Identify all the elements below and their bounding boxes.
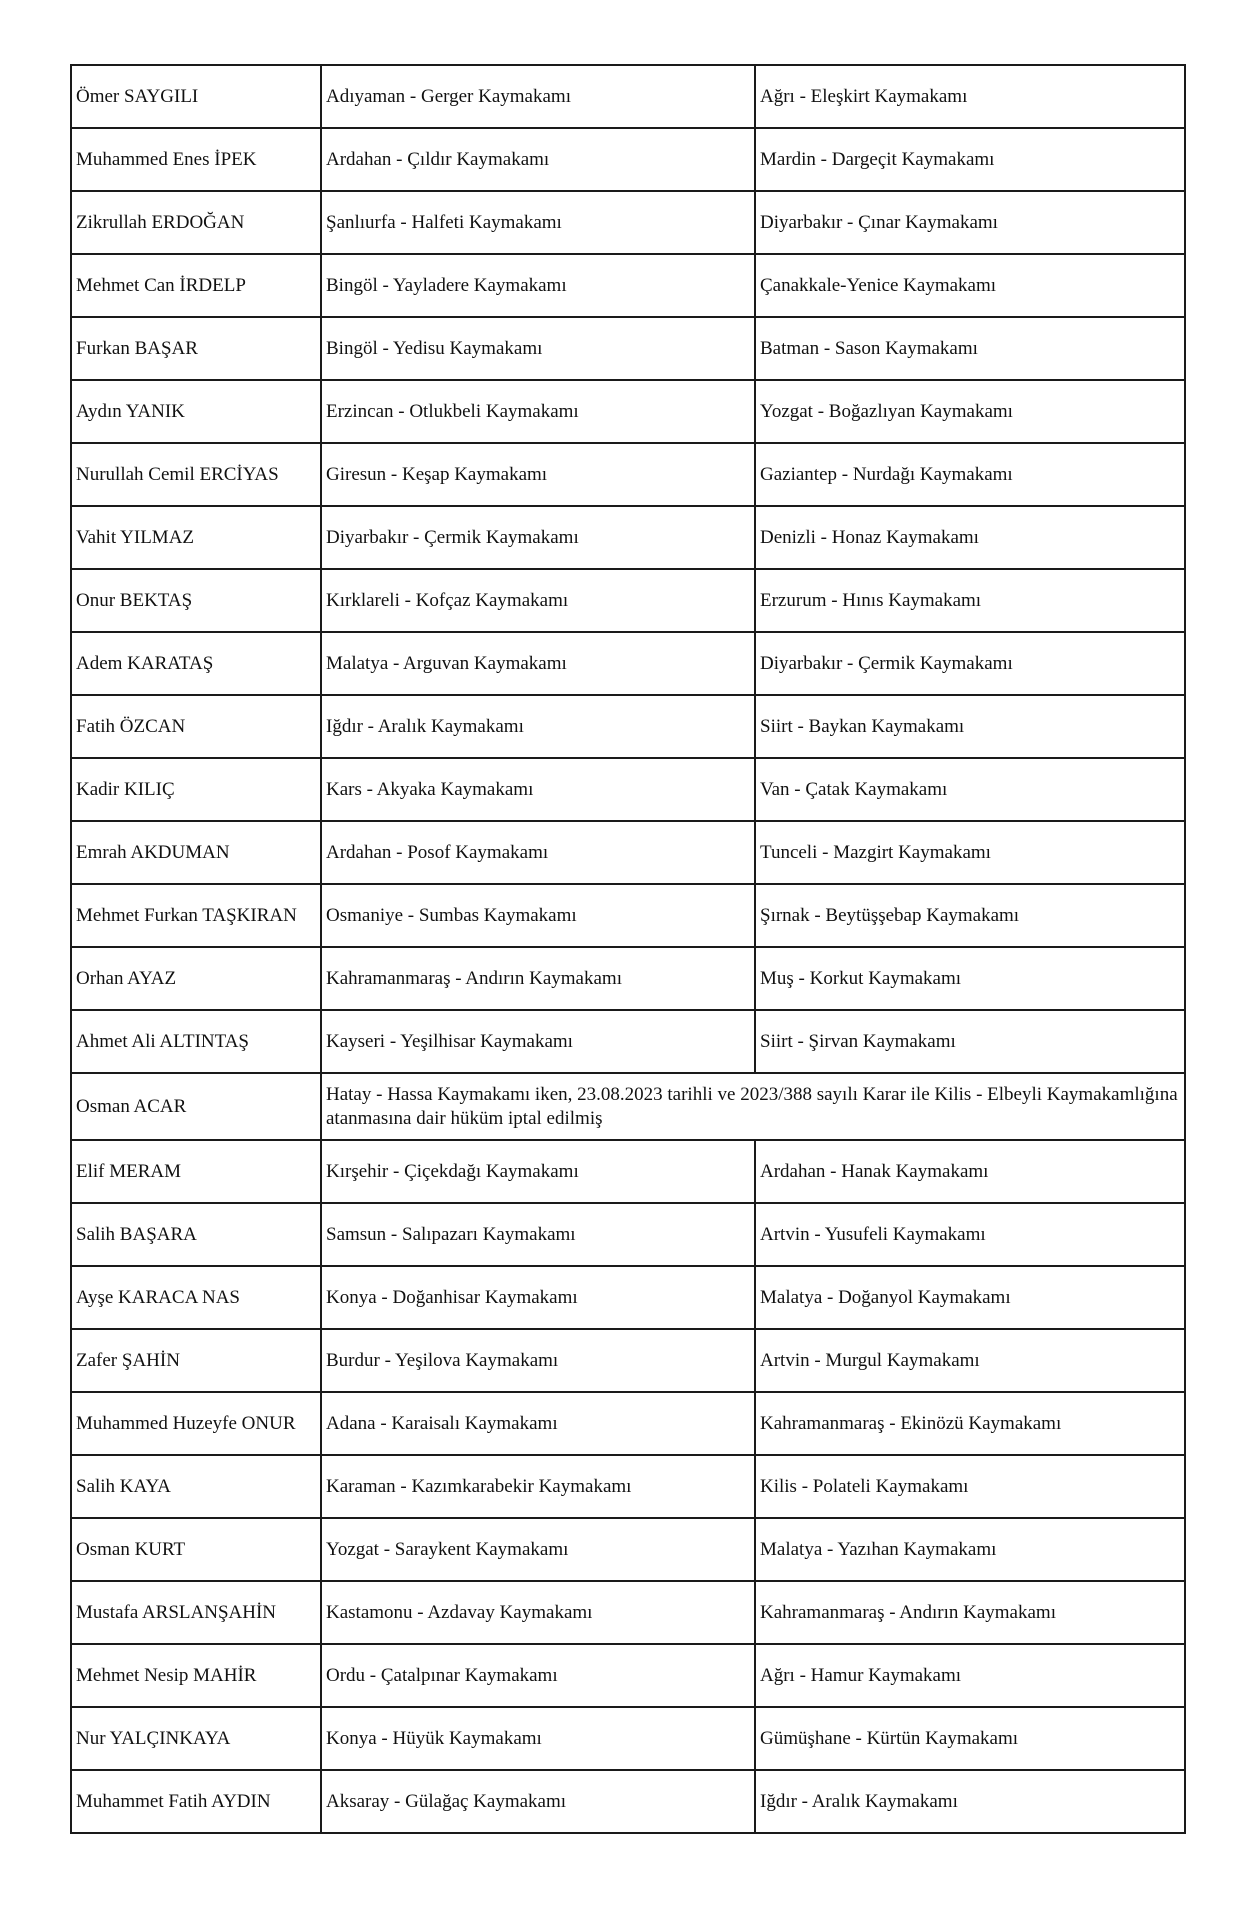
current-post-cell: Aksaray - Gülağaç Kaymakamı — [321, 1770, 755, 1833]
new-post-cell: Muş - Korkut Kaymakamı — [755, 947, 1185, 1010]
person-name-cell: Kadir KILIÇ — [71, 758, 321, 821]
current-post-cell: Malatya - Arguvan Kaymakamı — [321, 632, 755, 695]
new-post-cell: Diyarbakır - Çınar Kaymakamı — [755, 191, 1185, 254]
person-name-cell: Osman ACAR — [71, 1073, 321, 1140]
current-post-cell: Bingöl - Yayladere Kaymakamı — [321, 254, 755, 317]
person-name-cell: Mehmet Furkan TAŞKIRAN — [71, 884, 321, 947]
new-post-cell: Siirt - Baykan Kaymakamı — [755, 695, 1185, 758]
person-name-cell: Zikrullah ERDOĞAN — [71, 191, 321, 254]
current-post-cell: Erzincan - Otlukbeli Kaymakamı — [321, 380, 755, 443]
table-row — [71, 443, 1185, 506]
current-post-cell: Osmaniye - Sumbas Kaymakamı — [321, 884, 755, 947]
new-post-cell: Ardahan - Hanak Kaymakamı — [755, 1140, 1185, 1203]
new-post-cell: Denizli - Honaz Kaymakamı — [755, 506, 1185, 569]
new-post-cell: Kahramanmaraş - Andırın Kaymakamı — [755, 1581, 1185, 1644]
person-name-cell: Orhan AYAZ — [71, 947, 321, 1010]
new-post-cell: Yozgat - Boğazlıyan Kaymakamı — [755, 380, 1185, 443]
person-name-cell: Adem KARATAŞ — [71, 632, 321, 695]
person-name-cell: Muhammed Enes İPEK — [71, 128, 321, 191]
new-post-cell: Diyarbakır - Çermik Kaymakamı — [755, 632, 1185, 695]
current-post-cell: Kahramanmaraş - Andırın Kaymakamı — [321, 947, 755, 1010]
table-row — [71, 1644, 1185, 1707]
current-post-cell: Burdur - Yeşilova Kaymakamı — [321, 1329, 755, 1392]
new-post-cell: Van - Çatak Kaymakamı — [755, 758, 1185, 821]
table-row — [71, 65, 1185, 128]
new-post-cell: Şırnak - Beytüşşebap Kaymakamı — [755, 884, 1185, 947]
person-name-cell: Furkan BAŞAR — [71, 317, 321, 380]
person-name-cell: Mehmet Nesip MAHİR — [71, 1644, 321, 1707]
table-row — [71, 569, 1185, 632]
table-row — [71, 254, 1185, 317]
table-row — [71, 380, 1185, 443]
table-row — [71, 191, 1185, 254]
table-row — [71, 128, 1185, 191]
current-post-cell: Kayseri - Yeşilhisar Kaymakamı — [321, 1010, 755, 1073]
person-name-cell: Mehmet Can İRDELP — [71, 254, 321, 317]
person-name-cell: Onur BEKTAŞ — [71, 569, 321, 632]
current-post-cell: Ardahan - Çıldır Kaymakamı — [321, 128, 755, 191]
new-post-cell: Mardin - Dargeçit Kaymakamı — [755, 128, 1185, 191]
new-post-cell: Ağrı - Hamur Kaymakamı — [755, 1644, 1185, 1707]
person-name-cell: Ahmet Ali ALTINTAŞ — [71, 1010, 321, 1073]
table-row — [71, 758, 1185, 821]
table-row — [71, 1518, 1185, 1581]
appointment-table-body — [71, 65, 1185, 1833]
current-post-cell: Diyarbakır - Çermik Kaymakamı — [321, 506, 755, 569]
current-post-cell: Adıyaman - Gerger Kaymakamı — [321, 65, 755, 128]
current-post-cell: Kırşehir - Çiçekdağı Kaymakamı — [321, 1140, 755, 1203]
table-row — [71, 1770, 1185, 1833]
new-post-cell: Artvin - Yusufeli Kaymakamı — [755, 1203, 1185, 1266]
new-post-cell: Malatya - Yazıhan Kaymakamı — [755, 1518, 1185, 1581]
current-post-cell: Bingöl - Yedisu Kaymakamı — [321, 317, 755, 380]
new-post-cell: Siirt - Şirvan Kaymakamı — [755, 1010, 1185, 1073]
current-post-cell: Ardahan - Posof Kaymakamı — [321, 821, 755, 884]
person-name-cell: Fatih ÖZCAN — [71, 695, 321, 758]
table-row — [71, 1329, 1185, 1392]
new-post-cell: Kahramanmaraş - Ekinözü Kaymakamı — [755, 1392, 1185, 1455]
table-row — [71, 1581, 1185, 1644]
current-post-cell: Kırklareli - Kofçaz Kaymakamı — [321, 569, 755, 632]
person-name-cell: Nur YALÇINKAYA — [71, 1707, 321, 1770]
person-name-cell: Nurullah Cemil ERCİYAS — [71, 443, 321, 506]
table-row — [71, 1707, 1185, 1770]
new-post-cell: Erzurum - Hınıs Kaymakamı — [755, 569, 1185, 632]
table-row — [71, 632, 1185, 695]
table-row — [71, 1140, 1185, 1203]
table-row — [71, 1203, 1185, 1266]
table-row — [71, 821, 1185, 884]
new-post-cell: Artvin - Murgul Kaymakamı — [755, 1329, 1185, 1392]
table-row — [71, 695, 1185, 758]
person-name-cell: Vahit YILMAZ — [71, 506, 321, 569]
current-post-cell: Adana - Karaisalı Kaymakamı — [321, 1392, 755, 1455]
new-post-cell: Ağrı - Eleşkirt Kaymakamı — [755, 65, 1185, 128]
new-post-cell: Tunceli - Mazgirt Kaymakamı — [755, 821, 1185, 884]
new-post-cell: Batman - Sason Kaymakamı — [755, 317, 1185, 380]
person-name-cell: Mustafa ARSLANŞAHİN — [71, 1581, 321, 1644]
current-post-cell: Samsun - Salıpazarı Kaymakamı — [321, 1203, 755, 1266]
table-row — [71, 1455, 1185, 1518]
table-row — [71, 1010, 1185, 1073]
new-post-cell: Gaziantep - Nurdağı Kaymakamı — [755, 443, 1185, 506]
table-row — [71, 884, 1185, 947]
table-row — [71, 1266, 1185, 1329]
person-name-cell: Muhammed Huzeyfe ONUR — [71, 1392, 321, 1455]
current-post-cell: Iğdır - Aralık Kaymakamı — [321, 695, 755, 758]
new-post-cell: Malatya - Doğanyol Kaymakamı — [755, 1266, 1185, 1329]
table-row — [71, 1073, 1185, 1140]
new-post-cell: Kilis - Polateli Kaymakamı — [755, 1455, 1185, 1518]
current-post-cell: Giresun - Keşap Kaymakamı — [321, 443, 755, 506]
current-post-cell: Kars - Akyaka Kaymakamı — [321, 758, 755, 821]
person-name-cell: Osman KURT — [71, 1518, 321, 1581]
person-name-cell: Aydın YANIK — [71, 380, 321, 443]
person-name-cell: Emrah AKDUMAN — [71, 821, 321, 884]
person-name-cell: Elif MERAM — [71, 1140, 321, 1203]
person-name-cell: Salih BAŞARA — [71, 1203, 321, 1266]
current-post-cell: Konya - Hüyük Kaymakamı — [321, 1707, 755, 1770]
current-post-cell: Şanlıurfa - Halfeti Kaymakamı — [321, 191, 755, 254]
current-post-cell: Ordu - Çatalpınar Kaymakamı — [321, 1644, 755, 1707]
person-name-cell: Ayşe KARACA NAS — [71, 1266, 321, 1329]
annulment-note-cell: Hatay - Hassa Kaymakamı iken, 23.08.2023 tarihli ve 2023/388 sayılı Karar ile Kilis - Elbeyli Kaymakamlığına atanmasına dair hüküm iptal edilmiş — [321, 1073, 1185, 1140]
appointment-table — [70, 64, 1186, 1834]
table-row — [71, 317, 1185, 380]
person-name-cell: Muhammet Fatih AYDIN — [71, 1770, 321, 1833]
person-name-cell: Ömer SAYGILI — [71, 65, 321, 128]
current-post-cell: Kastamonu - Azdavay Kaymakamı — [321, 1581, 755, 1644]
new-post-cell: Çanakkale-Yenice Kaymakamı — [755, 254, 1185, 317]
new-post-cell: Iğdır - Aralık Kaymakamı — [755, 1770, 1185, 1833]
current-post-cell: Yozgat - Saraykent Kaymakamı — [321, 1518, 755, 1581]
table-row — [71, 506, 1185, 569]
new-post-cell: Gümüşhane - Kürtün Kaymakamı — [755, 1707, 1185, 1770]
appointment-table-sheet — [70, 64, 1184, 1834]
person-name-cell: Zafer ŞAHİN — [71, 1329, 321, 1392]
table-row — [71, 947, 1185, 1010]
current-post-cell: Karaman - Kazımkarabekir Kaymakamı — [321, 1455, 755, 1518]
table-row — [71, 1392, 1185, 1455]
person-name-cell: Salih KAYA — [71, 1455, 321, 1518]
current-post-cell: Konya - Doğanhisar Kaymakamı — [321, 1266, 755, 1329]
